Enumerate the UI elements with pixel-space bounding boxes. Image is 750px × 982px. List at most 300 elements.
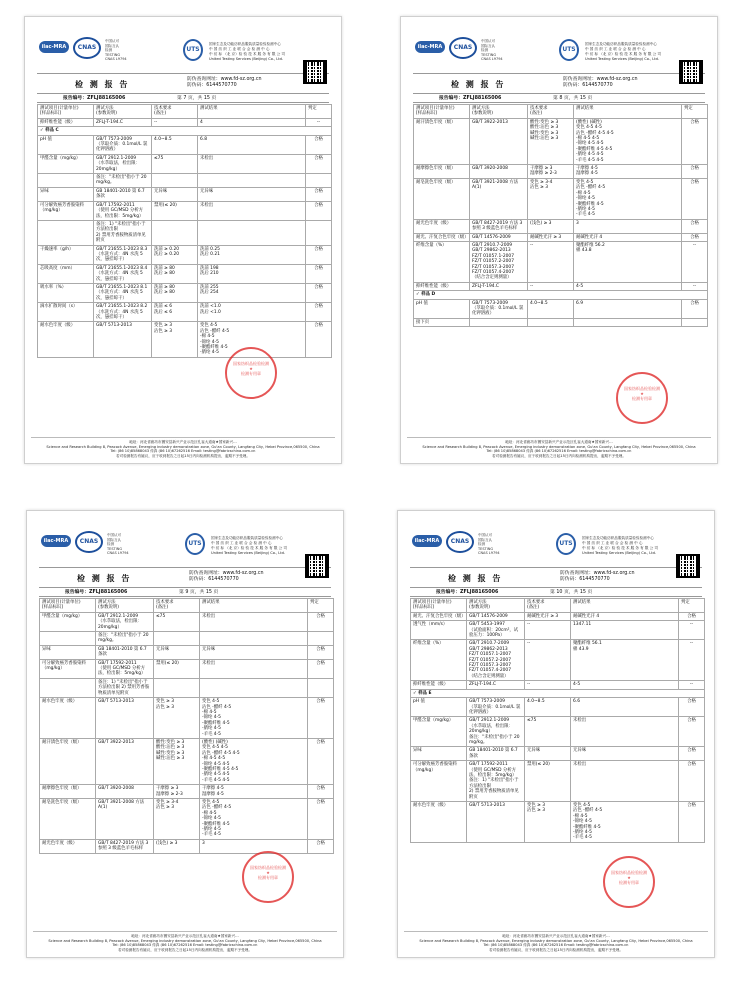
cell-b: GB/T 5713-2013 (467, 802, 525, 843)
table-row (411, 717, 705, 747)
page-footer: 地址：河北省廊坊市圈安县新兴产业示范区孔雀大道南★国家新兴… Science and Research Building 8, Peacock Avenue, Emerging industry demonstration zone, Gu'an County, Langfang City, Hebei Province,065500, China Tel: (86 10)85868043 传真 (86 10)67262516 Email: testing@fabricschina.com.cn 若对检测报告有疑议，应于收到报告之日起15日内向检测机构提出，逾期不予受理。 (31, 437, 335, 459)
header-cell: 技术要求 (备注) (152, 105, 198, 119)
page-header (410, 511, 702, 567)
cell-e: 合格 (306, 322, 332, 357)
cell-d: 洗前 0.25 洗后 0.21 (198, 245, 306, 264)
cell-d: 3 (574, 219, 682, 233)
table-row (38, 154, 332, 173)
cell-d: 聚酯纤维 56.1 棉 43.9 (571, 640, 679, 681)
table-row (40, 799, 334, 840)
cell-e: 合格 (682, 165, 708, 179)
cell-c: 禁用(≤ 20) (152, 201, 198, 220)
cell-a: 耐光色牢度（级） (40, 839, 96, 853)
table-row (40, 738, 334, 784)
cell-b: GB/T 3922-2013 (470, 118, 528, 164)
cell-b: GB/T 2910.7-2009 GB/T 29862-2013 FZ/T 01057.1-2007 FZ/T 01057.2-2007 FZ/T 01057.3-2007 FZ/T 01057.4-2007 （结合含定则测量） (470, 241, 528, 282)
uts-logo-icon: UTS (556, 533, 576, 555)
cell-a: 可分解致癌芳香胺染料（mg/kg） (411, 761, 467, 802)
cell-c: 无异味 (525, 747, 571, 761)
table-row (40, 645, 334, 659)
cell-a: 抑纤维性能（级） (411, 681, 467, 689)
cell-e: 合格 (682, 178, 708, 219)
table-header-row (38, 105, 332, 119)
cell-d: 变色 4-5 沾色 -醋纤 4-5 -棉 4-5 -锦纶 4-5 -聚酯纤维 4-5 -腈纶 4-5 (198, 322, 306, 357)
header-cell: 技术要求 (备注) (525, 599, 571, 613)
cell-b: GB/T 3921-2008 方法 A(1) (470, 178, 528, 219)
cell-b: GB/T 17592-2011 （使用 GC/MSD 分析方法，检出限：5mg/kg） 备注：1) "未检出"指小于方法检出限 2) 禁用芳香胺物质清单见附页 (467, 761, 525, 802)
table-header-row (414, 105, 708, 119)
cell-e: -- (679, 681, 705, 689)
cell-c: 洗前 ≥ 80 洗后 ≥ 80 (152, 264, 198, 283)
report-number: 报告编号：ZFLJ88165006 (65, 590, 128, 595)
header-cell: 技术要求 (备注) (154, 599, 200, 613)
cell-a: 甲醛含量（mg/kg） (40, 612, 96, 631)
results-table (410, 598, 705, 843)
title-row (410, 567, 702, 587)
cell-b: GB/T 5713-2013 (94, 322, 152, 357)
cell-c: 变色 ≥ 3 沾色 ≥ 3 (525, 802, 571, 843)
cell-d: 洗前 198 洗后 210 (198, 264, 306, 283)
cell-a: 可分解致癌芳香胺染料（mg/kg） (40, 659, 96, 678)
table-row (411, 621, 705, 640)
cell-d: 干摩擦 4-5 湿摩擦 4-5 (574, 165, 682, 179)
seal-stamp (242, 851, 294, 903)
cell-a: ✓ 样品 C (38, 127, 332, 135)
cell-a: pH 值 (411, 698, 467, 717)
stamp-text: 国家纺织品检验检测 ★ 检测专用章 (233, 361, 269, 376)
table-row (411, 747, 705, 761)
page-number: 第 10 页，共 15 页 (550, 590, 593, 595)
results-table (39, 598, 334, 854)
cell-c: (浅色) ≥ 3 (154, 839, 200, 853)
cell-a: 纤维含量（%） (411, 640, 467, 681)
cell-d: 聚酯纤维 56.2 棉 43.8 (574, 241, 682, 282)
cell-a: 芯吸高度（mm） (38, 264, 94, 283)
cell-b: GB/T 2912.1-2009 （水萃取法，检出限：20mg/kg） (94, 154, 152, 173)
cell-e (682, 318, 708, 326)
anti-fake-info: 防伪查询网址：www.fd-sz.org.cn 防伪码：6144570770 (187, 77, 262, 88)
cell-d (200, 678, 308, 697)
anti-fake-info: 防伪查询网址：www.fd-sz.org.cn 防伪码：6144570770 (560, 571, 635, 582)
cell-a: 抑纤维性能（级） (414, 282, 470, 290)
header-cell: 测试项目(计量单位) [样品标识] (414, 105, 470, 119)
cell-e: 合格 (308, 645, 334, 659)
cell-a (40, 632, 96, 646)
seal-stamp (616, 372, 668, 424)
header-cell: 判定 (308, 599, 334, 613)
page-number: 第 9 页，共 15 页 (179, 590, 219, 595)
cell-e: 合格 (306, 187, 332, 201)
cell-d: 无异味 (198, 187, 306, 201)
cell-a: 耐摩擦色牢度（级） (414, 165, 470, 179)
table-row (38, 322, 332, 357)
cell-c (152, 174, 198, 188)
header-cell: 判定 (682, 105, 708, 119)
page-footer: 地址：河北省廊坊市圈安县新兴产业示范区孔雀大道南★国家新兴… Science and Research Building 8, Peacock Avenue, Emerging industry demonstration zone, Gu'an County, Langfang City, Hebei Province,065500, China Tel: (86 10)85868043 传真 (86 10)67262516 Email: testing@fabricschina.com.cn 若对检测报告有疑议，应于收到报告之日起15日内向检测机构提出，逾期不予受理。 (404, 931, 708, 953)
qr-code-icon (303, 60, 327, 84)
cell-a: 耐光、汗复合色牢度（级） (411, 612, 467, 620)
cell-e: -- (679, 640, 705, 681)
table-row (38, 264, 332, 283)
header-cell: 测试方法 (参数说明) (470, 105, 528, 119)
cnas-logo-icon: CNAS (446, 531, 474, 553)
cell-e: 合格 (679, 717, 705, 747)
cell-d: 未检出 (571, 761, 679, 802)
table-row (414, 241, 708, 282)
cell-c: 变色 ≥ 3 沾色 ≥ 3 (152, 322, 198, 357)
report-number-row (39, 587, 331, 597)
cell-b: GB/T 21655.1-2023 8.4 （水洗方式：4N 水洗 5 次，悬挂晾干） (94, 264, 152, 283)
cell-d: 3 (200, 839, 308, 853)
cell-a: 耐摩擦色牢度（级） (40, 785, 96, 799)
cell-d: 4 (198, 118, 306, 126)
table-row (414, 219, 708, 233)
table-row (40, 612, 334, 631)
cell-b: GB 18401-2010 第 6.7 条款 (467, 747, 525, 761)
cell-e: 合格 (308, 659, 334, 678)
cell-e: 合格 (308, 612, 334, 631)
cell-c: 禁用(≤ 20) (154, 659, 200, 678)
cell-a: 耐水色牢度（级） (40, 698, 96, 739)
cell-d: 变色 4-5 沾色 -醋纤 4-5 -棉 4-5 -锦纶 4-5 -聚酯纤维 4-5 -腈纶 4-5 -羊毛 4-5 (200, 698, 308, 739)
cell-c: 4.0~8.5 (152, 135, 198, 154)
cell-a (40, 678, 96, 697)
cell-b: 备注：1) "未检出"指小于方法检出限 2) 禁用芳香胺物质清单见附页 (94, 220, 152, 245)
cell-c: 干摩擦 ≥ 3 湿摩擦 ≥ 2-3 (154, 785, 200, 799)
cell-a: 可分解致癌芳香胺染料（mg/kg） (38, 201, 94, 220)
cell-b: GB/T 2910.7-2009 GB/T 29862-2013 FZ/T 01057.1-2007 FZ/T 01057.2-2007 FZ/T 01057.3-2007 FZ/T 01057.4-2007 （结合含定则测量） (467, 640, 525, 681)
cell-c: 无异味 (154, 645, 200, 659)
cell-e (306, 174, 332, 188)
cell-c: 耐碱性光汗 ≥ 3 (528, 233, 574, 241)
cell-c: 酸性:变色 ≥ 3 酸性:沾色 ≥ 3 碱性:变色 ≥ 3 碱性:沾色 ≥ 3 (528, 118, 574, 164)
cell-b: 备注：1) "未检出"指小于方法检出限 2) 禁用芳香胺物质清单见附页 (96, 678, 154, 697)
table-row (40, 839, 334, 853)
cell-a: 甲醛含量（mg/kg） (411, 717, 467, 747)
header-cell: 测试项目(计量单位) [样品标识] (411, 599, 467, 613)
cnas-logo-icon: CNAS (449, 37, 477, 59)
cell-a: 异味 (411, 747, 467, 761)
page-header (37, 17, 329, 73)
qr-code-icon (676, 554, 700, 578)
cell-e: 合格 (308, 785, 334, 799)
table-row (38, 201, 332, 220)
cell-b: GB/T 3920-2008 (96, 785, 154, 799)
institute-name: 国家生态及功能纺织品服装质量检验检测中心 中 国 纺 织 工 业 联 合 会 检 测 中 心 中 纺 标 （北 京）检 验 技 术 服 务 有 限 公 司 United Testing Services (Beijing) Co., Ltd. (211, 536, 287, 555)
table-row (38, 135, 332, 154)
cell-a: 耐光、汗复合色牢度（级） (414, 233, 470, 241)
cell-b: ZFLJ-T-194.C (94, 118, 152, 126)
stamp-text: 国家纺织品检验检测 ★ 检测专用章 (250, 865, 286, 880)
table-row (411, 698, 705, 717)
cell-c: -- (525, 681, 571, 689)
results-table (413, 104, 708, 327)
cell-a: ✓ 样品 E (411, 689, 705, 697)
cell-c: 4.0~8.5 (528, 299, 574, 318)
cell-c: ≤75 (525, 717, 571, 747)
cell-d: 6.6 (571, 698, 679, 717)
stamp-text: 国家纺织品检验检测 ★ 检测专用章 (611, 870, 647, 885)
cell-e: 合格 (306, 154, 332, 173)
cell-b: 备注："未检出"指小于 20 mg/kg。 (96, 632, 154, 646)
cell-b: GB/T 7573-2009 （萃取介质：0.1mol/L 氯化钾溶液） (94, 135, 152, 154)
cnas-logo-icon: CNAS (73, 37, 101, 59)
cell-d: 变色 4-5 沾色 -醋纤 4-5 -棉 4-5 -锦纶 4-5 -聚酯纤维 4-5 -腈纶 4-5 -羊毛 4-5 (574, 178, 682, 219)
table-row (40, 659, 334, 678)
table-row (38, 303, 332, 322)
cell-d: 耐碱性光汗 4 (571, 612, 679, 620)
table-row (40, 632, 334, 646)
cell-e: 合格 (679, 612, 705, 620)
table-row (411, 681, 705, 689)
cnas-caption: 中国认可 国际互认 检测 TESTING CNAS L9794 (105, 39, 127, 61)
page-footer: 地址：河北省廊坊市圈安县新兴产业示范区孔雀大道南★国家新兴… Science and Research Building 8, Peacock Avenue, Emerging industry demonstration zone, Gu'an County, Langfang City, Hebei Province,065500, China Tel: (86 10)85868043 传真 (86 10)67262516 Email: testing@fabricschina.com.cn 若对检测报告有疑议，应于收到报告之日起15日内向检测机构提出，逾期不予受理。 (407, 437, 711, 459)
institute-name: 国家生态及功能纺织品服装质量检验检测中心 中 国 纺 织 工 业 联 合 会 检 测 中 心 中 纺 标 （北 京）检 验 技 术 服 务 有 限 公 司 United Testing Services (Beijing) Co., Ltd. (209, 42, 285, 61)
title-row (413, 73, 705, 93)
cell-d (198, 220, 306, 245)
header-cell: 测试方法 (参数说明) (96, 599, 154, 613)
ilac-logo-icon: ilac-MRA (41, 535, 71, 547)
cell-c (152, 220, 198, 245)
seal-stamp (603, 856, 655, 908)
uts-logo-icon: UTS (183, 39, 203, 61)
table-row (38, 174, 332, 188)
report-page-8 (400, 16, 718, 464)
table-row (411, 761, 705, 802)
cell-d: (酸性) (碱性) 变色 4-5 4-5 沾色 -醋纤 4-5 4-5 -棉 4-5 4-5 -锦纶 4-5 4-5 -聚酯纤维 4-5 4-5 -腈纶 4-5 4-5 -羊毛 4-5 4-5 (200, 738, 308, 784)
cell-b: GB/T 17592-2011 （使用 GC/MSD 分析方法，检出限：5mg/kg） (96, 659, 154, 678)
page-header (413, 17, 705, 73)
cell-c: ≤75 (154, 612, 200, 631)
cell-e: 合格 (306, 283, 332, 302)
cell-e: 合格 (682, 118, 708, 164)
cell-b: ZFLJ-T-194.C (470, 282, 528, 290)
page-number: 第 7 页，共 15 页 (177, 96, 217, 101)
cell-e: 合格 (682, 219, 708, 233)
report-number: 报告编号：ZFLJ88165006 (63, 96, 126, 101)
cell-e: 合格 (308, 698, 334, 739)
table-header-row (40, 599, 334, 613)
cell-b: GB/T 2912.1-2009 （水萃取法，检出限：20mg/kg） (96, 612, 154, 631)
cell-b: GB/T 8427-2019 方法 3 参照 3 级蓝色羊毛标样 (470, 219, 528, 233)
cell-c: 变色 ≥ 3 沾色 ≥ 3 (154, 698, 200, 739)
report-number: 报告编号：ZFLJ88165006 (439, 96, 502, 101)
cell-d (198, 174, 306, 188)
cell-b (470, 318, 528, 326)
cell-d: 未检出 (200, 612, 308, 631)
cell-a (38, 220, 94, 245)
page-number: 第 8 页，共 15 页 (553, 96, 593, 101)
anti-fake-info: 防伪查询网址：www.fd-sz.org.cn 防伪码：6144570770 (563, 77, 638, 88)
cell-c: -- (528, 282, 574, 290)
cell-e: 合格 (682, 233, 708, 241)
uts-logo-icon: UTS (559, 39, 579, 61)
cell-a: pH 值 (414, 299, 470, 318)
cell-b: GB/T 5453-1997 （试验面积：20cm²，试验压力：100Pa） (467, 621, 525, 640)
cell-e: -- (679, 621, 705, 640)
cell-b: GB/T 21655.1-2023 8.3 （水洗方式：4N 水洗 5 次，悬挂晾干） (94, 245, 152, 264)
cell-b: GB 18401-2010 第 6.7 条款 (96, 645, 154, 659)
cell-d: 未检出 (198, 201, 306, 220)
document-title: 检 测 报 告 (77, 574, 132, 583)
cell-d: 洗前 255 洗后 254 (198, 283, 306, 302)
stamp-text: 国家纺织品检验检测 ★ 检测专用章 (624, 386, 660, 401)
cell-e (306, 220, 332, 245)
qr-code-icon (679, 60, 703, 84)
cell-d: 1347.11 (571, 621, 679, 640)
header-cell: 测试结果 (198, 105, 306, 119)
cell-b: GB/T 7573-2009 （萃取介质：0.1mol/L 氯化钾溶液） (470, 299, 528, 318)
sample-row (414, 291, 708, 299)
cell-e: -- (306, 118, 332, 126)
cell-a: 透气性（mm/s） (411, 621, 467, 640)
cell-c: -- (525, 621, 571, 640)
table-row (414, 165, 708, 179)
document-title: 检 测 报 告 (75, 80, 130, 89)
document-title: 检 测 报 告 (448, 574, 503, 583)
header-cell: 测试方法 (参数说明) (467, 599, 525, 613)
cell-c: -- (525, 640, 571, 681)
cell-b: GB/T 3921-2008 方法 A(1) (96, 799, 154, 840)
cell-c (528, 318, 574, 326)
cell-d: 变色 4-5 沾色 -醋纤 4-5 -棉 4-5 -锦纶 4-5 -聚酯纤维 4-5 -腈纶 4-5 -羊毛 4-5 (200, 799, 308, 840)
cell-e: 合格 (306, 245, 332, 264)
cell-e: 合格 (308, 839, 334, 853)
cell-c (154, 632, 200, 646)
page-header (39, 511, 331, 567)
cell-c: -- (528, 241, 574, 282)
header-cell: 判定 (306, 105, 332, 119)
cell-e: 合格 (679, 802, 705, 843)
cell-d: 无异味 (571, 747, 679, 761)
title-row (37, 73, 329, 93)
cell-c: 变色 ≥ 3-4 沾色 ≥ 3 (528, 178, 574, 219)
table-row (38, 283, 332, 302)
cell-e: 合格 (306, 264, 332, 283)
cell-b: GB/T 8427-2019 方法 3 参照 3 级蓝色羊毛标样 (96, 839, 154, 853)
cell-d: 未检出 (200, 659, 308, 678)
cell-d: 4-5 (571, 681, 679, 689)
table-row (40, 698, 334, 739)
page-footer: 地址：河北省廊坊市圈安县新兴产业示范区孔雀大道南★国家新兴… Science and Research Building 8, Peacock Avenue, Emerging industry demonstration zone, Gu'an County, Langfang City, Hebei Province,065500, China Tel: (86 10)85868043 传真 (86 10)67262516 Email: testing@fabricschina.com.cn 若对检测报告有疑议，应于收到报告之日起15日内向检测机构提出，逾期不予受理。 (33, 931, 337, 953)
ilac-logo-icon: ilac-MRA (412, 535, 442, 547)
cell-b: 备注："未检出"指小于 20 mg/kg。 (94, 174, 152, 188)
institute-name: 国家生态及功能纺织品服装质量检验检测中心 中 国 纺 织 工 业 联 合 会 检 测 中 心 中 纺 标 （北 京）检 验 技 术 服 务 有 限 公 司 United Testing Services (Beijing) Co., Ltd. (582, 536, 658, 555)
cell-a: 耐汗渍色牢度（级） (414, 118, 470, 164)
cell-d: 6.8 (198, 135, 306, 154)
cell-b: GB/T 14576-2009 (467, 612, 525, 620)
cell-d: 干摩擦 4-5 湿摩擦 4-5 (200, 785, 308, 799)
cell-e (308, 678, 334, 697)
table-row (411, 612, 705, 620)
cell-c: 洗前 ≥ 80 洗后 ≥ 80 (152, 283, 198, 302)
cell-d: (酸性) (碱性) 变色 4-5 4-5 沾色 -醋纤 4-5 4-5 -棉 4-5 4-5 -锦纶 4-5 4-5 -聚酯纤维 4-5 4-5 -腈纶 4-5 4-5 -羊毛 4-5 4-5 (574, 118, 682, 164)
cnas-caption: 中国认可 国际互认 检测 TESTING CNAS L9794 (107, 533, 129, 555)
cell-b: GB/T 14576-2009 (470, 233, 528, 241)
cell-e (308, 632, 334, 646)
cell-a: 甲醛含量（mg/kg） (38, 154, 94, 173)
header-cell: 测试结果 (574, 105, 682, 119)
report-page-7 (24, 16, 342, 464)
cell-a (38, 174, 94, 188)
qr-code-icon (305, 554, 329, 578)
cell-a: 耐皂洗色牢度（级） (414, 178, 470, 219)
sample-row (411, 689, 705, 697)
report-page-9 (26, 510, 344, 958)
table-row (414, 299, 708, 318)
cell-d: 6.9 (574, 299, 682, 318)
table-row (411, 640, 705, 681)
cell-a: 滴水扩散时间（s） (38, 303, 94, 322)
results-table (37, 104, 332, 358)
cell-d: 变色 4-5 沾色 -醋纤 4-5 -棉 4-5 -锦纶 4-5 -聚酯纤维 4-5 -腈纶 4-5 -羊毛 4-5 (571, 802, 679, 843)
cell-c: 无异味 (152, 187, 198, 201)
cell-a: 耐水色牢度（级） (38, 322, 94, 357)
cell-d: 耐碱性光汗 4 (574, 233, 682, 241)
cell-e: 合格 (308, 799, 334, 840)
header-cell: 测试结果 (571, 599, 679, 613)
cell-e: 合格 (306, 135, 332, 154)
cell-c: ≤75 (152, 154, 198, 173)
table-row (38, 187, 332, 201)
header-cell: 测试项目(计量单位) [样品标识] (40, 599, 96, 613)
table-row (38, 220, 332, 245)
cell-d: 4-5 (574, 282, 682, 290)
table-row (414, 282, 708, 290)
header-cell: 测试项目(计量单位) [样品标识] (38, 105, 94, 119)
cnas-caption: 中国认可 国际互认 检测 TESTING CNAS L9794 (478, 533, 500, 555)
cnas-caption: 中国认可 国际互认 检测 TESTING CNAS L9794 (481, 39, 503, 61)
cell-a: 异味 (40, 645, 96, 659)
header-cell: 技术要求 (备注) (528, 105, 574, 119)
cell-b: GB/T 5713-2013 (96, 698, 154, 739)
cell-c: 4.0~8.5 (525, 698, 571, 717)
cell-c: 禁用(≤ 20) (525, 761, 571, 802)
cell-d: 无异味 (200, 645, 308, 659)
cell-a: 抑纤维性能（级） (38, 118, 94, 126)
cell-a: 耐皂洗色牢度（级） (40, 799, 96, 840)
cell-e: 合格 (679, 761, 705, 802)
cell-c: 变色 ≥ 3-4 沾色 ≥ 3 (154, 799, 200, 840)
cell-a: 耐汗渍色牢度（级） (40, 738, 96, 784)
cell-d: 未检出 (198, 154, 306, 173)
cell-b: ZFLJ-T-194.C (467, 681, 525, 689)
cell-b: GB/T 2912.1-2009 （水萃取法，检出限：20mg/kg） 备注："未检出"指小于 20 mg/kg。 (467, 717, 525, 747)
cnas-logo-icon: CNAS (75, 531, 103, 553)
cell-c: 干摩擦 ≥ 3 湿摩擦 ≥ 2-3 (528, 165, 574, 179)
table-row (414, 318, 708, 326)
table-row (40, 678, 334, 697)
cell-c: -- (152, 118, 198, 126)
table-row (411, 802, 705, 843)
cell-a: pH 值 (38, 135, 94, 154)
cell-a: 耐光色牢度（级） (414, 219, 470, 233)
cell-c: 酸性:变色 ≥ 3 酸性:沾色 ≥ 3 碱性:变色 ≥ 3 碱性:沾色 ≥ 3 (154, 738, 200, 784)
header-cell: 判定 (679, 599, 705, 613)
cell-b: GB/T 21655.1-2023 8.2 （水洗方式：4N 水洗 5 次，悬挂晾干） (94, 303, 152, 322)
cell-a: 接下页 (414, 318, 470, 326)
ilac-logo-icon: ilac-MRA (415, 41, 445, 53)
anti-fake-info: 防伪查询网址：www.fd-sz.org.cn 防伪码：6144570770 (189, 571, 264, 582)
cell-e: 合格 (306, 303, 332, 322)
cell-b: GB/T 7573-2009 （萃取介质：0.1mol/L 氯化钾溶液） (467, 698, 525, 717)
table-row (414, 118, 708, 164)
title-row (39, 567, 331, 587)
table-row (40, 785, 334, 799)
cell-b: GB 18401-2010 第 6.7 条款 (94, 187, 152, 201)
institute-name: 国家生态及功能纺织品服装质量检验检测中心 中 国 纺 织 工 业 联 合 会 检 测 中 心 中 纺 标 （北 京）检 验 技 术 服 务 有 限 公 司 United Testing Services (Beijing) Co., Ltd. (585, 42, 661, 61)
cell-a: 吸水率（%） (38, 283, 94, 302)
